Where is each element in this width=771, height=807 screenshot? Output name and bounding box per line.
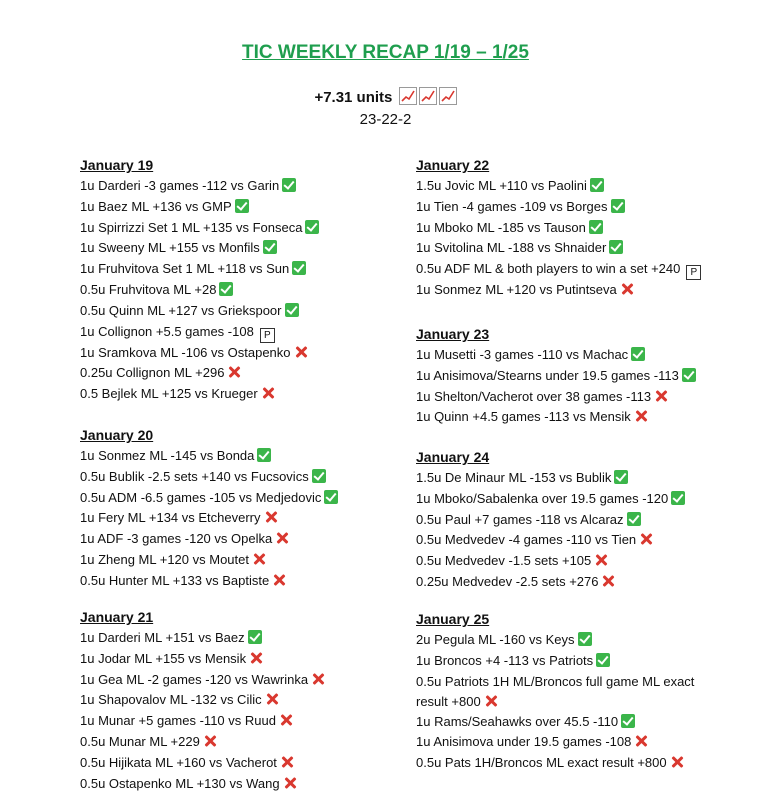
check-mark-icon	[324, 490, 338, 504]
pick-text: 1u Broncos +4 -113 vs Patriots	[416, 652, 594, 668]
pick-text: 0.5u Munar ML +229	[80, 733, 200, 749]
cross-mark-icon	[594, 553, 608, 567]
pick-text: 1u Munar +5 games -110 vs Ruud	[80, 713, 276, 729]
pick-row	[80, 259, 319, 280]
cross-mark-icon	[634, 409, 648, 423]
cross-mark-icon	[601, 574, 615, 588]
pick-row	[80, 550, 338, 571]
cross-mark-icon	[275, 531, 289, 545]
cross-mark-icon	[484, 694, 498, 708]
cross-mark-icon	[311, 672, 325, 686]
pick-text: 1u Gea ML -2 games -120 vs Wawrinka	[80, 671, 309, 687]
pick-row	[80, 343, 319, 364]
pick-text: 1u Mboko/Sabalenka over 19.5 games -120	[416, 490, 669, 506]
check-mark-icon	[578, 632, 592, 646]
cross-mark-icon	[272, 573, 286, 587]
pick-text: 1u Quinn +4.5 games -113 vs Mensik	[416, 409, 631, 425]
day-section	[80, 606, 325, 794]
cross-mark-icon	[261, 386, 275, 400]
pick-row	[416, 530, 685, 551]
pick-text: 1u Darderi ML +151 vs Baez	[80, 630, 245, 645]
pick-row	[416, 218, 701, 239]
cross-mark-icon	[634, 734, 648, 748]
check-mark-icon	[219, 282, 233, 296]
pick-text: 1u Tien -4 games -109 vs Borges	[416, 198, 608, 214]
pick-row	[80, 529, 338, 550]
pick-row	[80, 711, 325, 732]
pick-row	[416, 753, 706, 774]
pick-row	[80, 446, 338, 467]
pick-text: 0.5u Quinn ML +127 vs Griekspoor	[80, 302, 282, 318]
pick-text: 0.5u Ostapenko ML +130 vs Wang	[80, 775, 280, 791]
check-mark-icon	[671, 491, 685, 505]
check-mark-icon	[248, 630, 262, 644]
pick-row	[416, 630, 706, 651]
pick-row	[416, 551, 685, 572]
pick-text: 1u Zheng ML +120 vs Moutet	[80, 551, 249, 567]
day-heading: January 25	[416, 611, 490, 627]
day-section	[80, 154, 319, 405]
day-section	[80, 424, 338, 592]
cross-mark-icon	[294, 345, 308, 359]
cross-mark-icon	[249, 651, 263, 665]
day-heading: January 19	[80, 157, 154, 173]
check-mark-icon	[682, 368, 696, 382]
pick-text: 1u Mboko ML -185 vs Tauson	[416, 219, 586, 235]
cross-mark-icon	[264, 510, 278, 524]
check-mark-icon	[292, 261, 306, 275]
pick-row	[416, 259, 701, 280]
check-mark-icon	[611, 199, 625, 213]
pick-text: 0.5 Bejlek ML +125 vs Krueger	[80, 386, 258, 402]
pick-row	[80, 571, 338, 592]
check-mark-icon	[609, 240, 623, 254]
pick-row	[80, 732, 325, 753]
pick-text: 2u Pegula ML -160 vs Keys	[416, 632, 575, 647]
pick-row	[416, 468, 685, 489]
pick-text: 0.25u Medvedev -2.5 sets +276	[416, 573, 599, 589]
check-mark-icon	[282, 178, 296, 192]
record-line: 23-22-2	[359, 111, 412, 128]
check-mark-icon	[590, 178, 604, 192]
cross-mark-icon	[252, 552, 266, 566]
pick-row	[80, 363, 319, 384]
day-section	[416, 608, 706, 774]
pick-row	[416, 197, 701, 218]
pick-text: 1u Shelton/Vacherot over 38 games -113	[416, 388, 652, 404]
units-text: +7.31 units	[314, 89, 393, 106]
check-mark-icon	[257, 448, 271, 462]
check-mark-icon	[614, 470, 628, 484]
pick-text: 0.5u Bublik -2.5 sets +140 vs Fucsovics	[80, 468, 309, 484]
pick-text: 0.5u ADF ML & both players to win a set +240	[416, 261, 681, 277]
pick-text: 1u Jodar ML +155 vs Mensik	[80, 650, 247, 666]
pick-row	[80, 384, 319, 405]
pick-text: 1u Collignon +5.5 games -108	[80, 323, 254, 339]
push-badge-icon: P	[260, 328, 275, 343]
pick-text: 1u Shapovalov ML -132 vs Cilic	[80, 692, 262, 708]
pick-text: 1u Sweeny ML +155 vs Monfils	[80, 240, 260, 256]
pick-row	[80, 628, 325, 649]
cross-mark-icon	[283, 776, 297, 790]
pick-text: 1u Rams/Seahawks over 45.5 -110	[416, 713, 619, 729]
pick-text: 1.5u Jovic ML +110 vs Paolini	[416, 178, 587, 193]
check-mark-icon	[589, 220, 603, 234]
check-mark-icon	[627, 512, 641, 526]
pick-text: 0.5u Paul +7 games -118 vs Alcaraz	[416, 511, 624, 527]
pick-text: 0.25u Collignon ML +296	[80, 365, 225, 381]
check-mark-icon	[312, 469, 326, 483]
push-badge-icon: P	[686, 265, 701, 280]
pick-row	[80, 176, 319, 197]
cross-mark-icon	[654, 389, 668, 403]
pick-row	[80, 488, 338, 509]
check-mark-icon	[235, 199, 249, 213]
pick-row	[416, 672, 706, 712]
pick-row	[416, 176, 701, 197]
pick-row	[416, 387, 696, 408]
day-section	[416, 323, 696, 428]
pick-text: 1u Spirrizzi Set 1 ML +135 vs Fonseca	[80, 219, 303, 235]
pick-row	[416, 510, 685, 531]
pick-row	[80, 301, 319, 322]
cross-mark-icon	[670, 755, 684, 769]
cross-mark-icon	[279, 713, 293, 727]
pick-row	[416, 732, 706, 753]
pick-row	[416, 366, 696, 387]
pick-row	[80, 238, 319, 259]
pick-row	[80, 280, 319, 301]
pick-text: 1u Fery ML +134 vs Etcheverry	[80, 510, 261, 526]
day-heading: January 23	[416, 326, 490, 342]
check-mark-icon	[631, 347, 645, 361]
chart-increasing-icon	[399, 87, 417, 105]
cross-mark-icon	[227, 365, 241, 379]
pick-text: 0.5u ADM -6.5 games -105 vs Medjedovic	[80, 489, 322, 505]
cross-mark-icon	[639, 532, 653, 546]
pick-row	[80, 218, 319, 239]
day-section	[416, 154, 701, 301]
pick-text: 0.5u Medvedev -1.5 sets +105	[416, 553, 592, 569]
pick-text: 1u Baez ML +136 vs GMP	[80, 198, 232, 214]
pick-row	[416, 572, 685, 593]
pick-text: 1u Svitolina ML -188 vs Shnaider	[416, 240, 607, 256]
units-line	[0, 87, 771, 106]
chart-increasing-icon	[419, 87, 437, 105]
pick-text: 1u Sramkova ML -106 vs Ostapenko	[80, 344, 291, 360]
cross-mark-icon	[265, 692, 279, 706]
check-mark-icon	[263, 240, 277, 254]
pick-row	[416, 280, 701, 301]
pick-text: 1u Darderi -3 games -112 vs Garin	[80, 178, 280, 193]
pick-text: 0.5u Pats 1H/Broncos ML exact result +800	[416, 755, 667, 771]
check-mark-icon	[305, 220, 319, 234]
pick-text: 1u Anisimova under 19.5 games -108	[416, 734, 632, 750]
day-heading: January 20	[80, 427, 154, 443]
pick-text: 1u Fruhvitova Set 1 ML +118 vs Sun	[80, 261, 290, 277]
pick-row	[80, 670, 325, 691]
cross-mark-icon	[620, 282, 634, 296]
cross-mark-icon	[280, 755, 294, 769]
pick-row	[80, 649, 325, 670]
pick-row	[80, 774, 325, 795]
day-heading: January 22	[416, 157, 490, 173]
pick-row	[416, 238, 701, 259]
pick-text: 1u Anisimova/Stearns under 19.5 games -113	[416, 367, 679, 383]
pick-text: 1u Sonmez ML +120 vs Putintseva	[416, 282, 617, 298]
pick-text: 0.5u Fruhvitova ML +28	[80, 281, 217, 297]
day-section	[416, 446, 685, 593]
pick-text: 1.5u De Minaur ML -153 vs Bublik	[416, 470, 612, 485]
pick-row	[80, 467, 338, 488]
pick-row	[80, 508, 338, 529]
pick-text: 1u Musetti -3 games -110 vs Machac	[416, 347, 629, 362]
pick-row	[416, 407, 696, 428]
check-mark-icon	[596, 653, 610, 667]
pick-text: 1u Sonmez ML -145 vs Bonda	[80, 448, 255, 463]
pick-row	[80, 322, 319, 343]
pick-text: 0.5u Hijikata ML +160 vs Vacherot	[80, 754, 277, 770]
pick-text: 0.5u Medvedev -4 games -110 vs Tien	[416, 532, 637, 548]
recap-title: TIC WEEKLY RECAP 1/19 – 1/25	[242, 42, 529, 63]
pick-row	[80, 753, 325, 774]
check-mark-icon	[285, 303, 299, 317]
day-heading: January 21	[80, 609, 154, 625]
day-heading: January 24	[416, 449, 490, 465]
cross-mark-icon	[203, 734, 217, 748]
pick-row	[416, 651, 706, 672]
check-mark-icon	[621, 714, 635, 728]
pick-text: 0.5u Hunter ML +133 vs Baptiste	[80, 572, 270, 588]
pick-row	[80, 197, 319, 218]
chart-increasing-icon	[439, 87, 457, 105]
pick-row	[416, 712, 706, 733]
pick-text: 1u ADF -3 games -120 vs Opelka	[80, 531, 273, 547]
pick-row	[416, 489, 685, 510]
pick-text: 0.5u Patriots 1H ML/Broncos full game ML exact result +800	[416, 673, 695, 709]
pick-row	[80, 690, 325, 711]
pick-row	[416, 345, 696, 366]
